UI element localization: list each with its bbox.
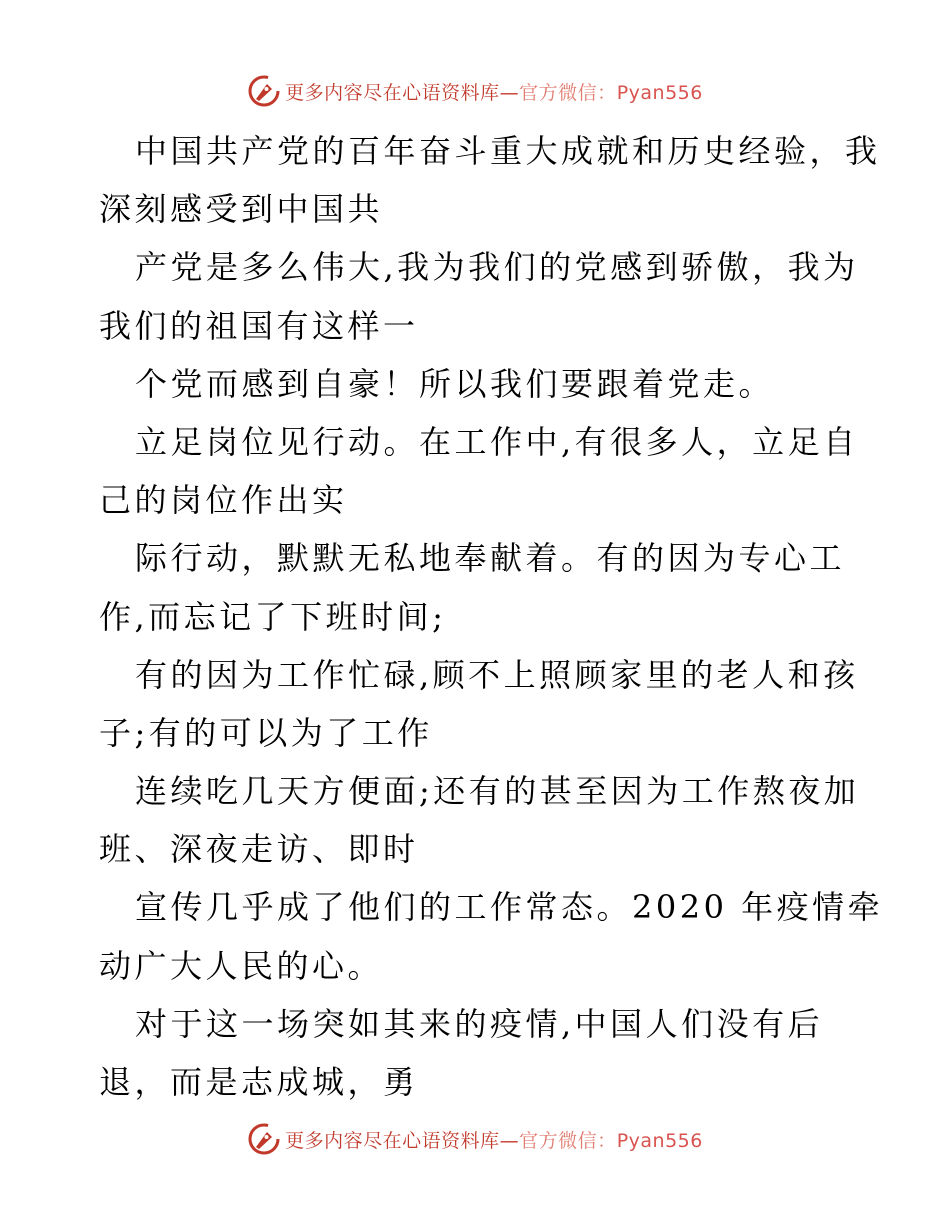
watermark-site-text: 更多内容尽在心语资料库 — [285, 81, 500, 104]
watermark-wechat-id: Pyan556 — [616, 1129, 703, 1152]
header-watermark — [0, 71, 950, 111]
text-line: 深刻感受到中国共 — [99, 190, 384, 229]
watermark-text — [285, 78, 703, 105]
pen-nib-logo-icon — [247, 74, 281, 108]
text-line: 产党是多么伟大,我为我们的党感到骄傲，我为 — [135, 248, 859, 287]
text-line: 作,而忘记了下班时间; — [99, 597, 447, 636]
text-line: 有的因为工作忙碌,顾不上照顾家里的老人和孩 — [135, 655, 859, 694]
text-line: 际行动，默默无私地奉献着。有的因为专心工 — [135, 539, 846, 578]
text-line: 我们的祖国有这样一 — [99, 306, 419, 345]
text-line: 己的岗位作出实 — [99, 481, 348, 520]
watermark-text — [285, 1126, 703, 1153]
pen-nib-logo-icon — [247, 1122, 281, 1156]
text-line: 班、深夜走访、即时 — [99, 830, 419, 869]
watermark-wechat-id: Pyan556 — [616, 81, 703, 104]
watermark-site-text: 更多内容尽在心语资料库 — [285, 1129, 500, 1152]
text-line: 中国共产党的百年奋斗重大成就和历史经验，我 — [135, 132, 881, 170]
text-line: 动广大人民的心。 — [99, 946, 384, 985]
document-body — [99, 122, 884, 1111]
footer-watermark — [0, 1119, 950, 1159]
text-line: 宣传几乎成了他们的工作常态。2020 年疫情牵 — [135, 888, 884, 927]
text-line: 个党而感到自豪！所以我们要跟着党走。 — [135, 364, 775, 403]
watermark-dash: — — [499, 1129, 520, 1152]
text-line: 连续吃几天方便面;还有的甚至因为工作熬夜加 — [135, 772, 860, 811]
watermark-wechat-label: 官方微信： — [519, 81, 617, 104]
watermark-wechat-label: 官方微信： — [519, 1129, 617, 1152]
text-line: 对于这一场突如其来的疫情,中国人们没有后 — [135, 1004, 824, 1043]
text-line: 立足岗位见行动。在工作中,有很多人，立足自 — [135, 422, 859, 461]
text-line: 退，而是志成城，勇 — [99, 1063, 419, 1101]
text-line: 子;有的可以为了工作 — [99, 713, 433, 752]
watermark-dash: — — [499, 81, 520, 104]
